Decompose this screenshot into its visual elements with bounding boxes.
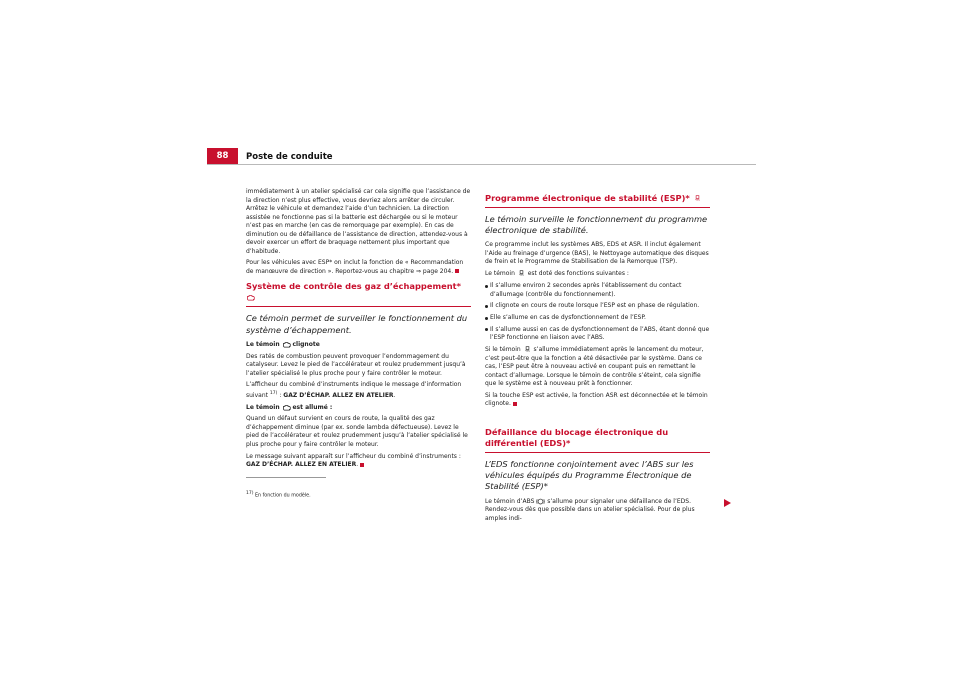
left-column	[246, 188, 471, 478]
engine-warning-icon	[282, 341, 291, 348]
paragraph: Le témoin d’ABS s’allume pour signaler une défaillance de l’EDS. Rendez-vous dès que possible dans un atelier spécialisé. Pour de plus amples indi-	[485, 497, 695, 522]
end-of-section-icon	[360, 463, 364, 467]
section-heading-eds: Défaillance du blocage électronique du différentiel (EDS)*	[485, 427, 710, 453]
list-item: Elle s’allume en cas de dysfonctionnement de l’ESP.	[485, 314, 710, 323]
paragraph: L’afficheur du combiné d’instruments indique le message d’information suivant $^{17)}$ : GAZ D’ÉCHAP. ALLEZ EN ATELIER.	[246, 381, 462, 399]
section-intro: Ce témoin permet de surveiller le fonctionnement du système d’échappement.	[246, 313, 468, 335]
paragraph: Si la touche ESP est activée, la fonction ASR est déconnectée et le témoin clignote.	[485, 391, 708, 408]
footnote-rule	[246, 477, 326, 478]
paragraph: Si le témoin s’allume immédiatement après le lancement du moteur, c’est peut-être que la fonction a été désactivée par le système. Dans ce cas, l’ESP peut être à nouveau activé en coupant puis en remettant le contact d’allumage. Lorsque le témoin de contrôle s’éteint, cela signifie que le système est à nouveau prêt à fonctionner.	[485, 346, 704, 388]
list-item: Il clignote en cours de route lorsque l’ESP est en phase de régulation.	[485, 302, 710, 311]
end-of-section-icon	[513, 402, 517, 406]
paragraph: immédiatement à un atelier spécialisé car cela signifie que l’assistance de la direction n’est plus effective, vous devriez alors arrêter de circuler. Arrêtez le véhicule et demandez l’aide d’un technicien. La direction assistée ne fonctionne pas si la batterie est déchargée ou si le moteur n’est pas en marche (en cas de remorquage par exemple). En cas de diminution ou de défaillance de l’assistance de direction, attendez-vous à devoir exercer un effort de braquage nettement plus important que d’habitude.	[246, 188, 471, 255]
header-rule	[207, 164, 756, 165]
list-item: Il s’allume aussi en cas de dysfonctionnement de l’ABS, étant donné que l’ESP fonctionne en liaison avec l’ABS.	[485, 326, 710, 343]
paragraph: Le message suivant apparaît sur l’afficheur du combiné d’instruments : GAZ D’ÉCHAP. ALLEZ EN ATELIER.	[246, 452, 461, 469]
paragraph: Pour les véhicules avec ESP* on inclut la fonction de « Recommandation de manœuvre de direction ». Reportez-vous au chapitre ⇒ page 204.	[246, 259, 464, 275]
engine-warning-icon	[282, 404, 291, 411]
section-intro: Le témoin surveille le fonctionnement du programme électronique de stabilité.	[485, 214, 708, 236]
right-column	[485, 188, 710, 526]
esp-skid-icon	[517, 270, 526, 277]
engine-warning-icon	[246, 294, 255, 301]
running-header: Poste de conduite	[246, 152, 333, 162]
continue-arrow-icon	[724, 499, 731, 507]
section-intro: L’EDS fonctionne conjointement avec l’ABS sur les véhicules équipés du Programme Électronique de Stabilité (ESP)*	[485, 458, 694, 492]
subheading: Le témoin est allumé :	[246, 403, 333, 411]
paragraph: Des ratés de combustion peuvent provoquer l’endommagement du catalyseur. Levez le pied de l’accélérateur et roulez prudemment jusqu’à l’atelier spécialisé le plus proche pour y faire contrôler le moteur.	[246, 352, 466, 377]
esp-skid-icon	[693, 195, 702, 202]
section-heading-exhaust: Système de contrôle des gaz d’échappement*	[246, 281, 471, 307]
list-item: Il s’allume environ 2 secondes après l’établissement du contact d’allumage (contrôle du fonctionnement).	[485, 282, 710, 299]
paragraph: Le témoin est doté des fonctions suivantes :	[485, 270, 629, 278]
paragraph: Ce programme inclut les systèmes ABS, EDS et ASR. Il inclut également l’Aide au freinage d’urgence (BAS), le Nettoyage automatique des disques de frein et le Programme de Stabilisation de la Remorque (TSP).	[485, 241, 709, 266]
page-number: 88	[207, 148, 238, 165]
footnote: 17) En fonction du modèle.	[246, 491, 311, 499]
section-heading-esp: Programme électronique de stabilité (ESP)*	[485, 193, 710, 208]
paragraph: Quand un défaut survient en cours de route, la qualité des gaz d’échappement diminue (par ex. sonde lambda défectueuse). Levez le pied de l’accélérateur et roulez prudemment jusqu’à l’atelier spécialisé le plus proche pour y faire contrôler le moteur.	[246, 415, 468, 448]
abs-icon	[536, 498, 545, 505]
subheading: Le témoin clignote	[246, 340, 320, 348]
esp-skid-icon	[523, 346, 532, 353]
end-of-section-icon	[455, 269, 459, 273]
